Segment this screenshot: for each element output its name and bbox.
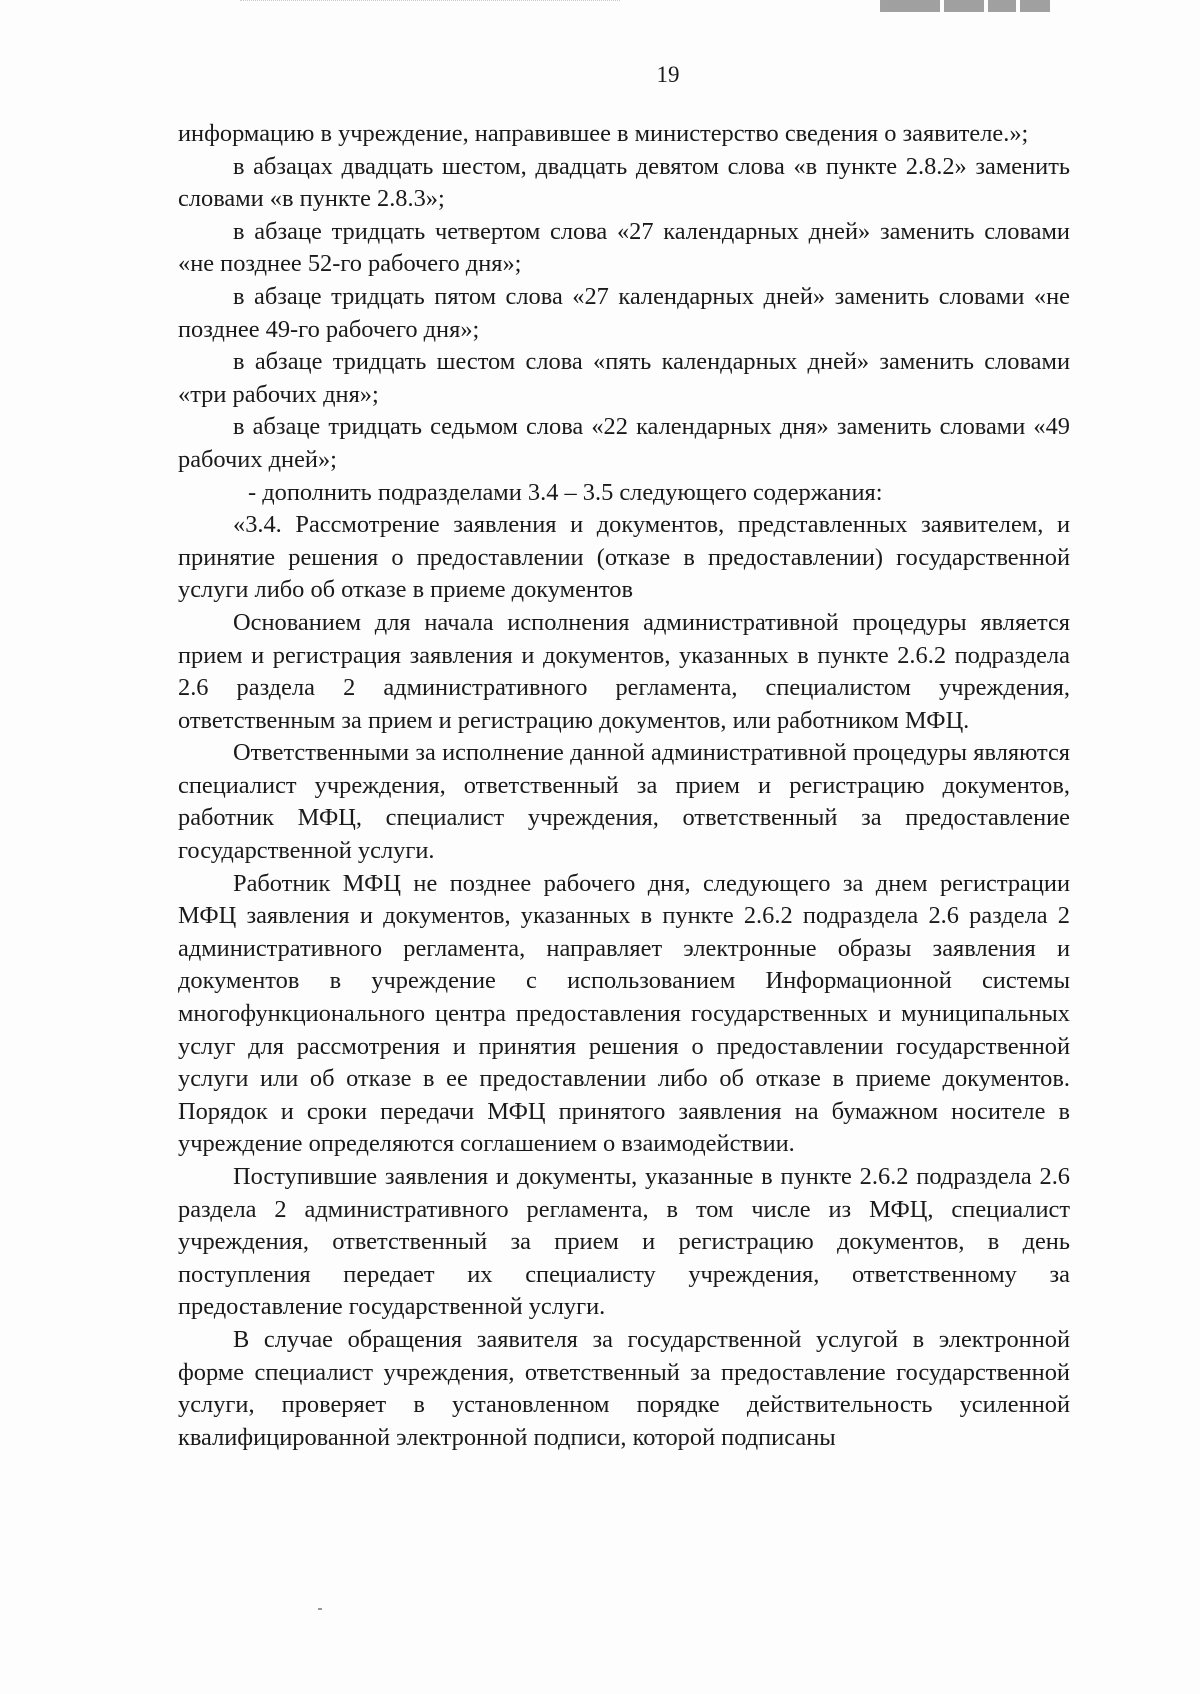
scan-artifact-top-left (240, 0, 620, 5)
scan-speck (318, 1608, 322, 1610)
paragraph: Работник МФЦ не позднее рабочего дня, следующего за днем регистрации МФЦ заявления и документов, указанных в пункте 2.6.2 подраздела 2.6 раздела 2 административного регламента, направляет электронные образы заявления и документов в учреждение с использованием Информационной системы многофункционального центра предоставления государственных и муниципальных услуг для рассмотрения и принятия решения о предоставлении государственной услуги или об отказе в ее предоставлении либо об отказе в приеме документов. Порядок и сроки передачи МФЦ принятого заявления на бумажном носителе в учреждение определяются соглашением о взаимодействии. (178, 869, 1070, 1158)
paragraph: Основанием для начала исполнения административной процедуры является прием и регистрация заявления и документов, указанных в пункте 2.6.2 подраздела 2.6 раздела 2 административного регламента, специалистом учреждения, ответственным за прием и регистрацию документов, или работником МФЦ. (178, 608, 1070, 734)
paragraph: в абзаце тридцать шестом слова «пять календарных дней» заменить словами «три рабочих дня»; (178, 348, 1070, 408)
paragraph: - дополнить подразделами 3.4 – 3.5 следующего содержания: (248, 478, 883, 506)
page-number: 19 (656, 62, 680, 87)
paragraph: в абзаце тридцать седьмом слова «22 календарных дня» заменить словами «49 рабочих дней»; (178, 413, 1070, 473)
paragraph: информацию в учреждение, направившее в министерство сведения о заявителе.»; (178, 120, 1029, 147)
paragraph: Поступившие заявления и документы, указанные в пункте 2.6.2 подраздела 2.6 раздела 2 административного регламента, в том числе из МФЦ, специалист учреждения, ответственный за прием и регистрацию документов, в день поступления передает их специалисту учреждения, ответственному за предоставление государственной услуги. (178, 1163, 1070, 1321)
document-body (178, 118, 1070, 1454)
scan-artifact-top-right (880, 0, 1080, 14)
paragraph: Ответственными за исполнение данной административной процедуры являются специалист учреждения, ответственный за прием и регистрацию документов, работник МФЦ, специалист учреждения, ответственный за предоставление государственной услуги. (178, 739, 1070, 865)
section-heading: «3.4. Рассмотрение заявления и документов, представленных заявителем, и принятие решения о предоставлении (отказе в предоставлении) государственной услуги либо об отказе в приеме документов (178, 511, 1070, 604)
paragraph: В случае обращения заявителя за государственной услугой в электронной форме специалист учреждения, ответственный за предоставление государственной услуги, проверяет в установленном порядке действительность усиленной квалифицированной электронной подписи, которой подписаны (178, 1325, 1070, 1451)
paragraph: в абзаце тридцать пятом слова «27 календарных дней» заменить словами «не позднее 49-го рабочего дня»; (178, 282, 1070, 343)
paragraph: в абзацах двадцать шестом, двадцать девятом слова «в пункте 2.8.2» заменить словами «в пункте 2.8.3»; (178, 152, 1070, 213)
paragraph: в абзаце тридцать четвертом слова «27 календарных дней» заменить словами «не позднее 52-го рабочего дня»; (178, 217, 1070, 278)
